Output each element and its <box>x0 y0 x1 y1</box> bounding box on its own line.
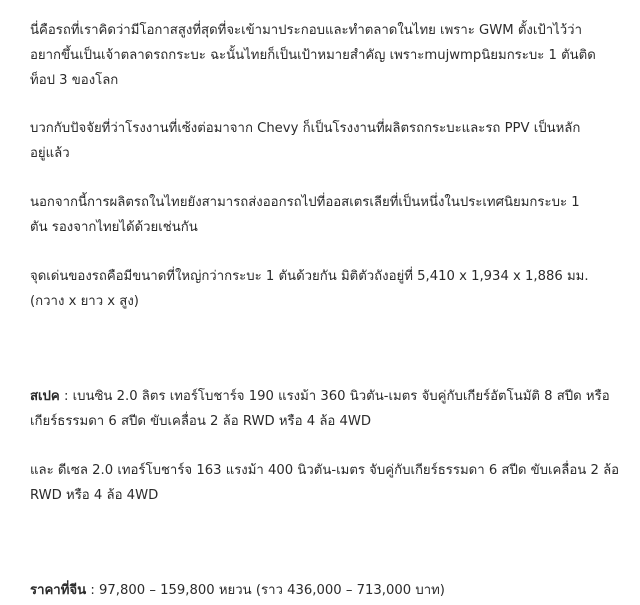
text-line: อยากขึ้นเป็นเจ้าตลาดรถกระบะ ฉะนั้นไทยก็เป็นเป้าหมายสำคัญ เพราะmujwmpนิยมกระบะ 1 ตันติด <box>30 48 596 63</box>
price-separator: : <box>86 583 99 598</box>
spec-text: เบนซิน 2.0 ลิตร เทอร์โบชาร์จ 190 แรงม้า 360 นิวตัน-เมตร จับคู่กับเกียร์อัตโนมัติ 8 สปีด หรือ <box>72 389 610 404</box>
text-line: เกียร์ธรรมดา 6 สปีด ขับเคลื่อน 2 ล้อ RWD หรือ 4 ล้อ 4WD <box>30 414 372 429</box>
text-line: อยู่แล้ว <box>30 146 70 161</box>
paragraph-intro <box>30 18 596 93</box>
text-line: บวกกับปัจจัยที่ว่าโรงงานที่เซ้งต่อมาจาก Chevy ก็เป็นโรงงานที่ผลิตรถกระบะและรถ PPV เป็นหลัก <box>30 121 581 136</box>
text-line: RWD หรือ 4 ล้อ 4WD <box>30 488 159 503</box>
text-line: ตัน รองจากไทยได้ด้วยเช่นกัน <box>30 220 198 235</box>
paragraph-dimensions <box>30 264 589 314</box>
price-label: ราคาที่จีน <box>30 583 87 598</box>
paragraph-spec <box>30 384 610 434</box>
spec-separator: : <box>59 389 73 404</box>
text-line: ท็อป 3 ของโลก <box>30 73 119 88</box>
spec-line <box>30 384 610 409</box>
price-line <box>30 578 445 603</box>
text-line: นี่คือรถที่เราคิดว่ามีโอกาสสูงที่สุดที่จะเข้ามาประกอบและทำตลาดในไทย เพราะ GWM ตั้งเป้าไว้ว่า <box>30 23 582 38</box>
price-value: 97,800 – 159,800 หยวน (ราว 436,000 – 713,000 บาท) <box>98 583 445 598</box>
spec-label: สเปค <box>30 389 60 404</box>
text-line: และ ดีเซล 2.0 เทอร์โบชาร์จ 163 แรงม้า 400 นิวตัน-เมตร จับคู่กับเกียร์ธรรมดา 6 สปีด ขับเคลื่อน 2 ล้อ <box>30 463 620 478</box>
paragraph-price <box>30 578 445 603</box>
paragraph-factory <box>30 116 580 166</box>
text-line: (กวาง x ยาว x สูง) <box>30 294 139 309</box>
text-line: จุดเด่นของรถคือมีขนาดที่ใหญ่กว่ากระบะ 1 ตันด้วยกัน มิติตัวถังอยู่ที่ 5,410 x 1,934 x 1,886 มม. <box>30 269 589 284</box>
paragraph-export <box>30 190 580 240</box>
text-line: นอกจากนี้การผลิตรถในไทยยังสามารถส่งออกรถไปที่ออสเตรเลียที่เป็นหนึ่งในประเทศนิยมกระบะ 1 <box>30 195 580 210</box>
paragraph-diesel <box>30 458 619 508</box>
